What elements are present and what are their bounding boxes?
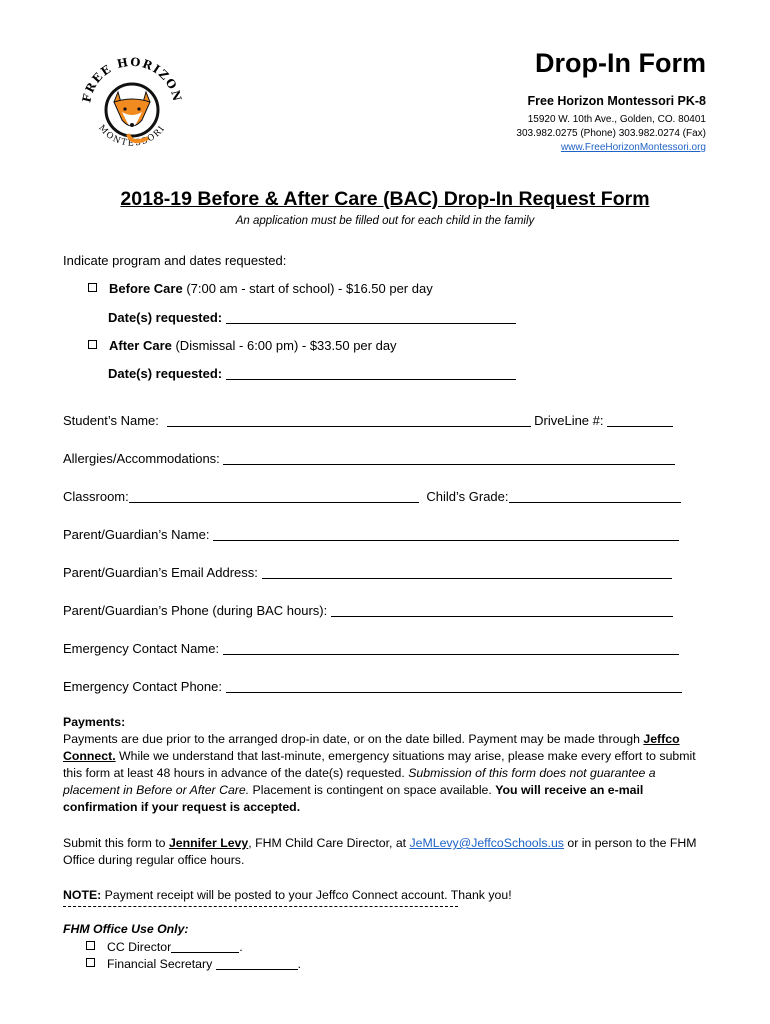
- parent-email-field[interactable]: [262, 566, 672, 579]
- office-heading: FHM Office Use Only:: [63, 922, 189, 936]
- office-item-financial-secretary: [86, 957, 301, 971]
- director-email-link[interactable]: JeMLevy@JeffcoSchools.us: [409, 836, 564, 850]
- parent-name-field[interactable]: [213, 528, 679, 541]
- note-paragraph: [63, 887, 708, 904]
- grade-field[interactable]: [509, 490, 681, 503]
- financial-secretary-field[interactable]: [216, 957, 298, 970]
- submit-text-3: or in person to the FHM Office during regular office hours.: [63, 836, 697, 867]
- parent-phone-field[interactable]: [331, 604, 673, 617]
- cc-director-label: CC Director: [107, 940, 172, 954]
- financial-secretary-checkbox[interactable]: [86, 958, 95, 967]
- driveline-label: DriveLine #:: [534, 413, 604, 428]
- student-name-field[interactable]: [167, 414, 531, 427]
- payments-disclaimer: Submission of this form does not guarantee a placement in Before or After Care.: [63, 766, 656, 797]
- emergency-phone-field[interactable]: [226, 680, 682, 693]
- before-care-label: Before Care: [109, 281, 183, 296]
- after-care-checkbox[interactable]: [88, 340, 97, 349]
- payments-heading: Payments:: [63, 715, 126, 729]
- submit-text-1: Submit this form to: [63, 836, 169, 850]
- form-title: Drop-In Form: [535, 48, 706, 78]
- allergies-field[interactable]: [223, 452, 675, 465]
- svg-text:FREE HORIZON: [79, 55, 184, 104]
- before-care-checkbox[interactable]: [88, 283, 97, 292]
- grade-label: Child’s Grade:: [426, 489, 509, 504]
- parent-phone-row: [63, 603, 673, 618]
- office-item-cc-director: [86, 940, 243, 954]
- main-title: 2018-19 Before & After Care (BAC) Drop-In Request Form: [120, 188, 650, 210]
- emergency-phone-label: Emergency Contact Phone:: [63, 679, 222, 694]
- emergency-name-row: [63, 641, 679, 656]
- note-label: NOTE:: [63, 888, 102, 902]
- school-website-link[interactable]: www.FreeHorizonMontessori.org: [560, 142, 706, 153]
- before-care-detail: (7:00 am - start of school) - $16.50 per day: [182, 281, 433, 296]
- before-care-option[interactable]: [88, 281, 433, 296]
- school-address: 15920 W. 10th Ave., Golden, CO. 80401: [527, 114, 706, 125]
- payments-text-4: Placement is contingent on space available.: [249, 783, 496, 797]
- cc-director-checkbox[interactable]: [86, 941, 95, 950]
- cc-director-field[interactable]: [171, 940, 239, 953]
- after-care-dates-row: [108, 366, 516, 381]
- cc-director-period: .: [239, 940, 243, 954]
- director-name: Jennifer Levy: [168, 836, 249, 850]
- submit-paragraph: [63, 835, 708, 869]
- emergency-name-label: Emergency Contact Name:: [63, 641, 220, 656]
- after-care-dates-field[interactable]: [226, 367, 516, 380]
- parent-email-label: Parent/Guardian’s Email Address:: [63, 565, 258, 580]
- student-name-row: [63, 413, 673, 428]
- fox-icon: [106, 84, 158, 141]
- allergies-label: Allergies/Accommodations:: [63, 451, 220, 466]
- emergency-phone-row: [63, 679, 682, 694]
- submit-text-2: , FHM Child Care Director, at: [248, 836, 410, 850]
- after-care-label: After Care: [109, 338, 172, 353]
- financial-secretary-label: Financial Secretary: [107, 957, 216, 971]
- student-name-label: Student’s Name:: [63, 413, 159, 428]
- jeffco-connect-link[interactable]: Jeffco Connect.: [63, 732, 680, 763]
- after-care-dates-label: Date(s) requested:: [108, 366, 223, 381]
- logo-top-text: FREE HORIZON: [79, 54, 185, 104]
- office-divider: [63, 906, 458, 907]
- school-name: Free Horizon Montessori PK-8: [527, 94, 706, 108]
- parent-email-row: [63, 565, 672, 580]
- payments-text-2: While we understand that last-minute, emergency situations may arise, please make every effort to submit this form at least 48 hours in advance of the date(s) requested.: [63, 749, 696, 780]
- note-text: Payment receipt will be posted to your Jeffco Connect account. Thank you!: [101, 888, 512, 902]
- subtitle: An application must be filled out for each child in the family: [235, 215, 535, 227]
- school-logo: [78, 46, 186, 166]
- allergies-row: [63, 451, 675, 466]
- parent-phone-label: Parent/Guardian’s Phone (during BAC hours):: [63, 603, 328, 618]
- classroom-field[interactable]: [129, 490, 419, 503]
- payments-text-1: Payments are due prior to the arranged drop-in date, or on the date billed. Payment may be made through: [63, 732, 644, 746]
- payments-paragraph: [63, 731, 708, 816]
- parent-name-label: Parent/Guardian’s Name:: [63, 527, 210, 542]
- emergency-name-field[interactable]: [223, 642, 679, 655]
- after-care-detail: (Dismissal - 6:00 pm) - $33.50 per day: [171, 338, 397, 353]
- before-care-dates-label: Date(s) requested:: [108, 310, 223, 325]
- financial-secretary-period: .: [297, 957, 302, 971]
- program-intro: Indicate program and dates requested:: [63, 253, 287, 268]
- payments-confirmation: You will receive an e-mail confirmation if your request is accepted.: [63, 783, 644, 814]
- classroom-row: [63, 489, 681, 504]
- school-phones: 303.982.0275 (Phone) 303.982.0274 (Fax): [516, 128, 706, 139]
- before-care-dates-field[interactable]: [226, 311, 516, 324]
- driveline-field[interactable]: [607, 414, 673, 427]
- after-care-option[interactable]: [88, 338, 397, 353]
- classroom-label: Classroom:: [63, 489, 129, 504]
- before-care-dates-row: [108, 310, 516, 325]
- logo-bottom-text: MONTESSORI: [96, 123, 168, 149]
- parent-name-row: [63, 527, 679, 542]
